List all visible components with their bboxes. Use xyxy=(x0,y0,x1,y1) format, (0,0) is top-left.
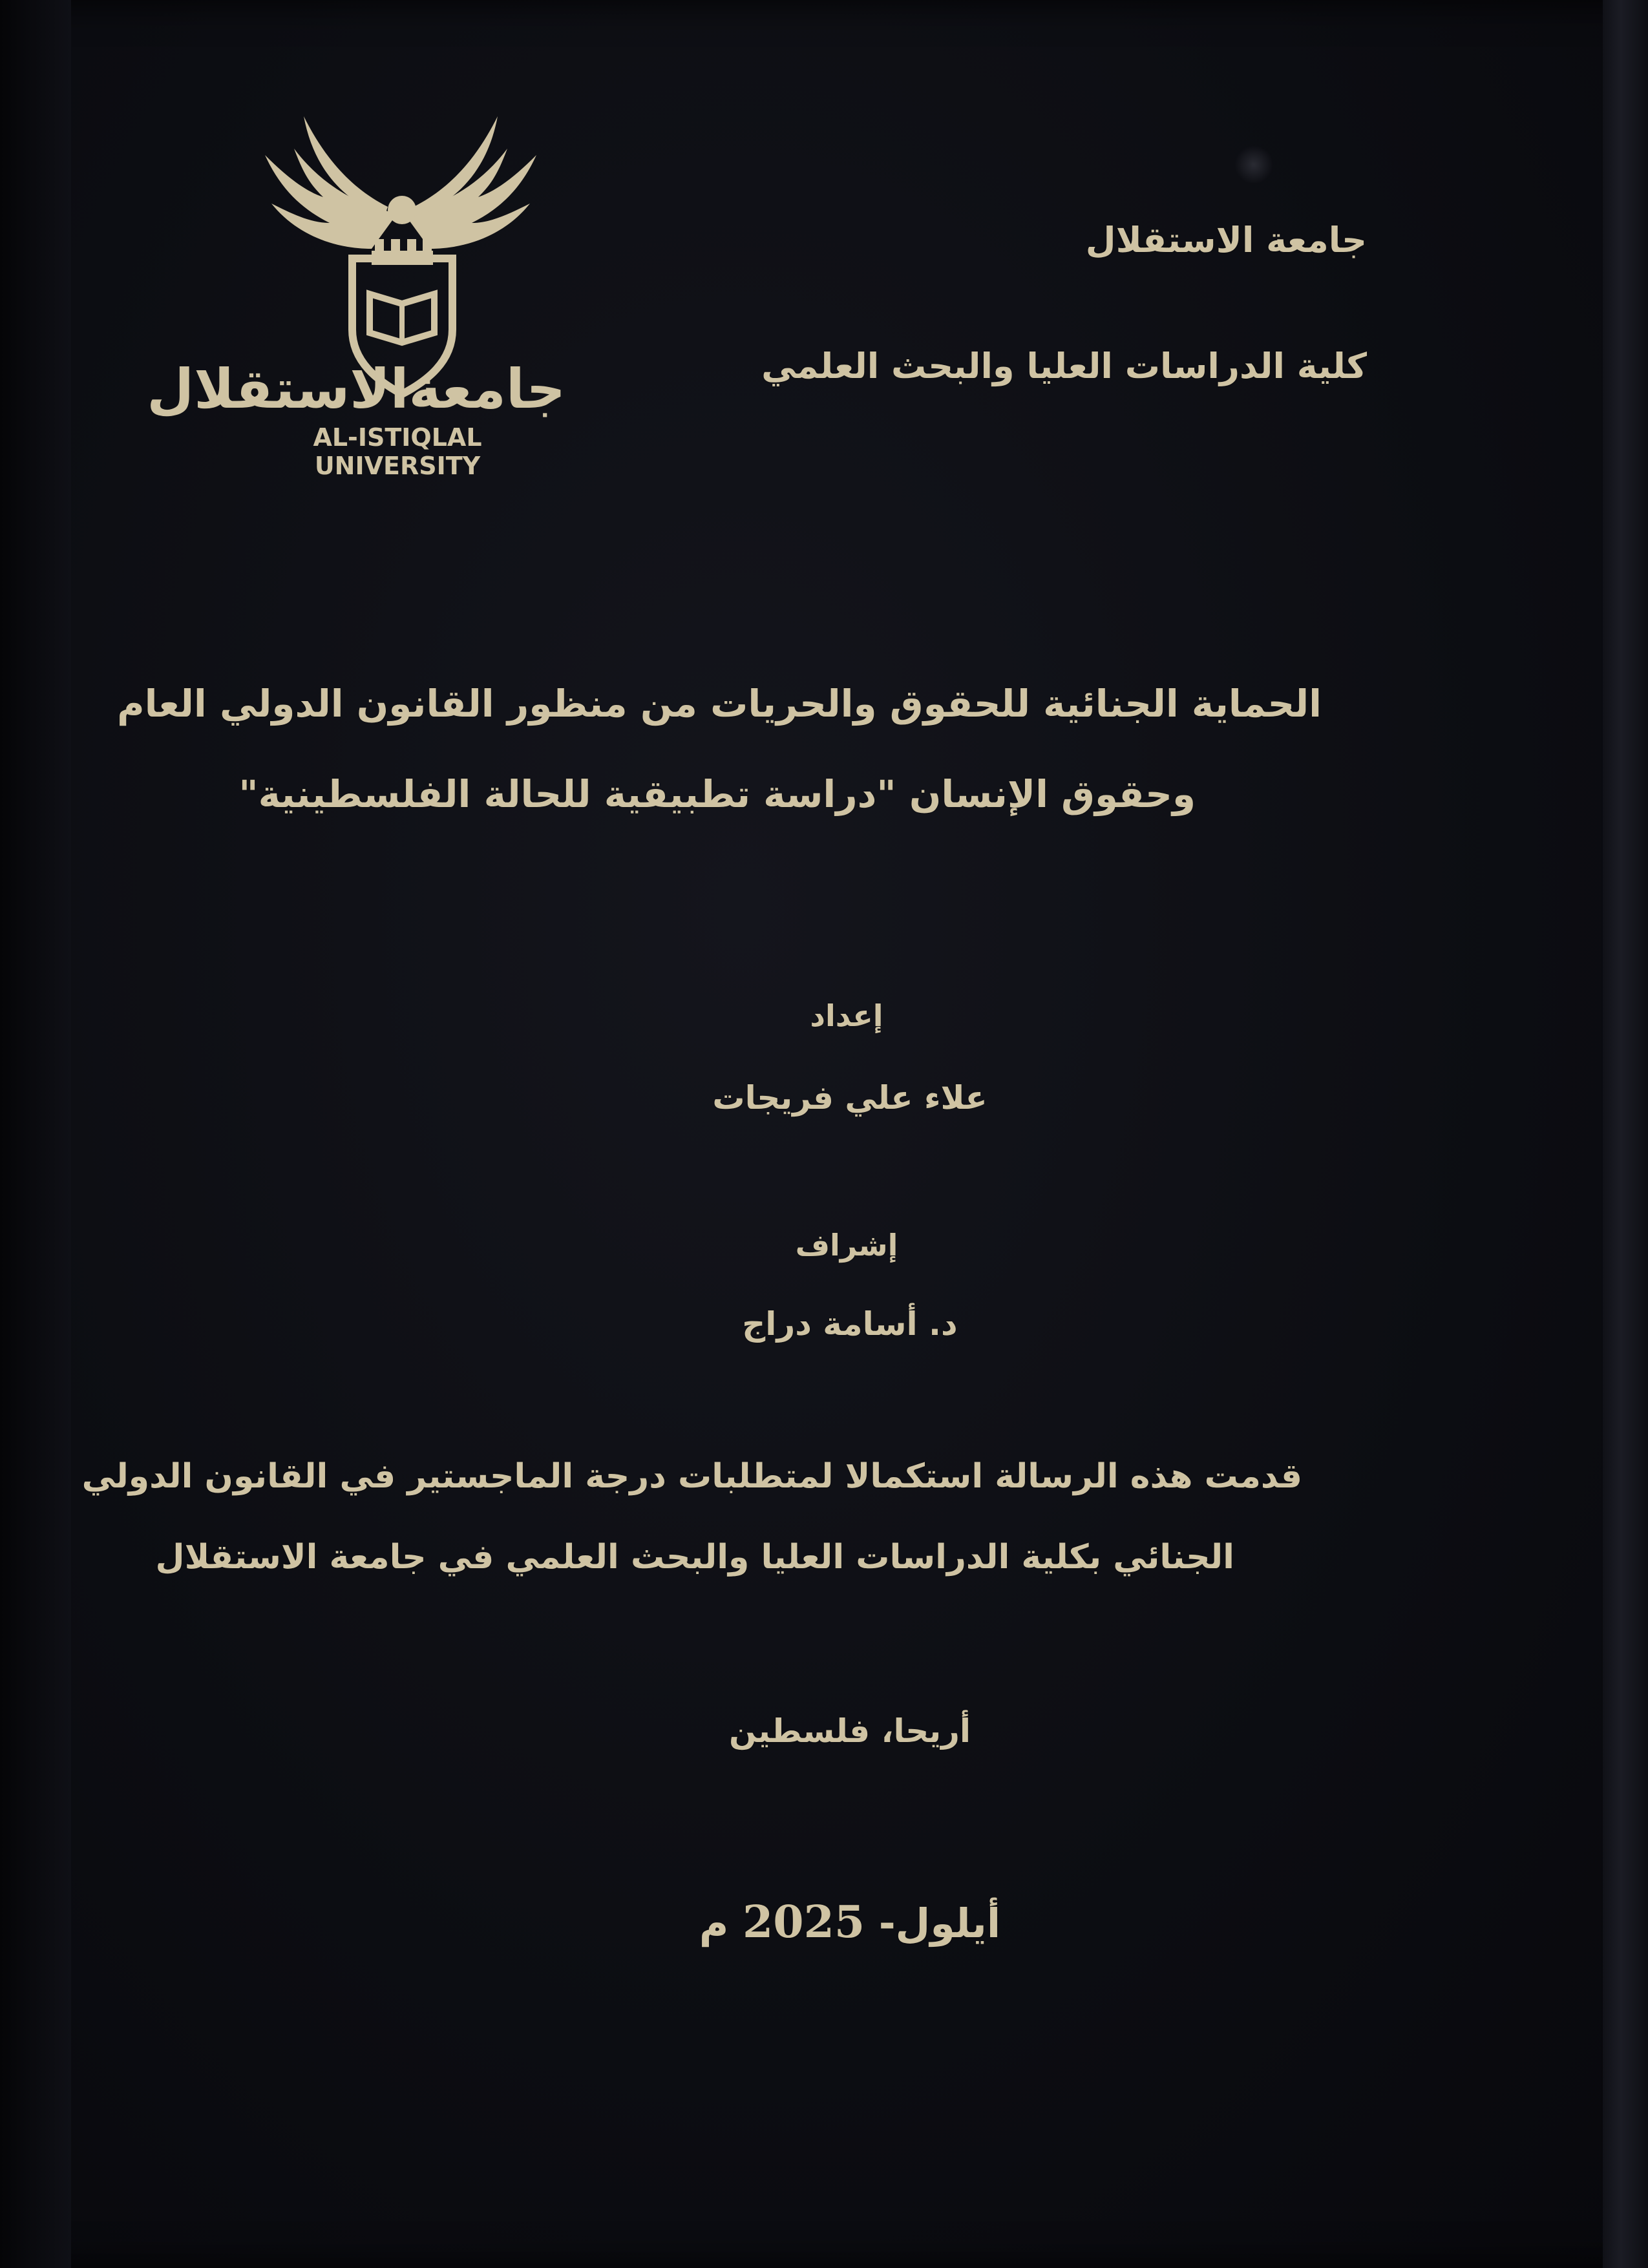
thesis-title-line2: وحقوق الإنسان "دراسة تطبيقية للحالة الفلسطينية" xyxy=(238,772,1196,816)
date-suffix: م xyxy=(699,1900,729,1947)
university-name: جامعة الاستقلال xyxy=(1085,220,1367,260)
prepared-by-label: إعداد xyxy=(810,998,883,1033)
date-year: 2025 xyxy=(742,1896,865,1948)
cover-smudge xyxy=(1234,145,1273,184)
supervision-label: إشراف xyxy=(795,1228,898,1263)
submission-statement-line2: الجنائي بكلية الدراسات العليا والبحث العلمي في جامعة الاستقلال xyxy=(155,1538,1234,1577)
author-name: علاء علي فريجات xyxy=(712,1079,988,1117)
faculty-name: كلية الدراسات العليا والبحث العلمي xyxy=(761,346,1367,386)
place: أريحا، فلسطين xyxy=(728,1712,971,1750)
thesis-title-line1: الحماية الجنائية للحقوق والحريات من منظور القانون الدولي العام xyxy=(117,682,1322,726)
date-month: أيلول- xyxy=(878,1900,1001,1947)
date xyxy=(0,1896,1648,1948)
supervisor-name: د. أسامة دراج xyxy=(742,1305,958,1343)
logo-arabic-name: جامعةالاستقلال xyxy=(147,357,565,421)
submission-statement-line1: قدمت هذه الرسالة استكمالا لمتطلبات درجة الماجستير في القانون الدولي xyxy=(81,1457,1302,1496)
logo-english-name: AL-ISTIQLAL UNIVERSITY xyxy=(313,423,482,480)
